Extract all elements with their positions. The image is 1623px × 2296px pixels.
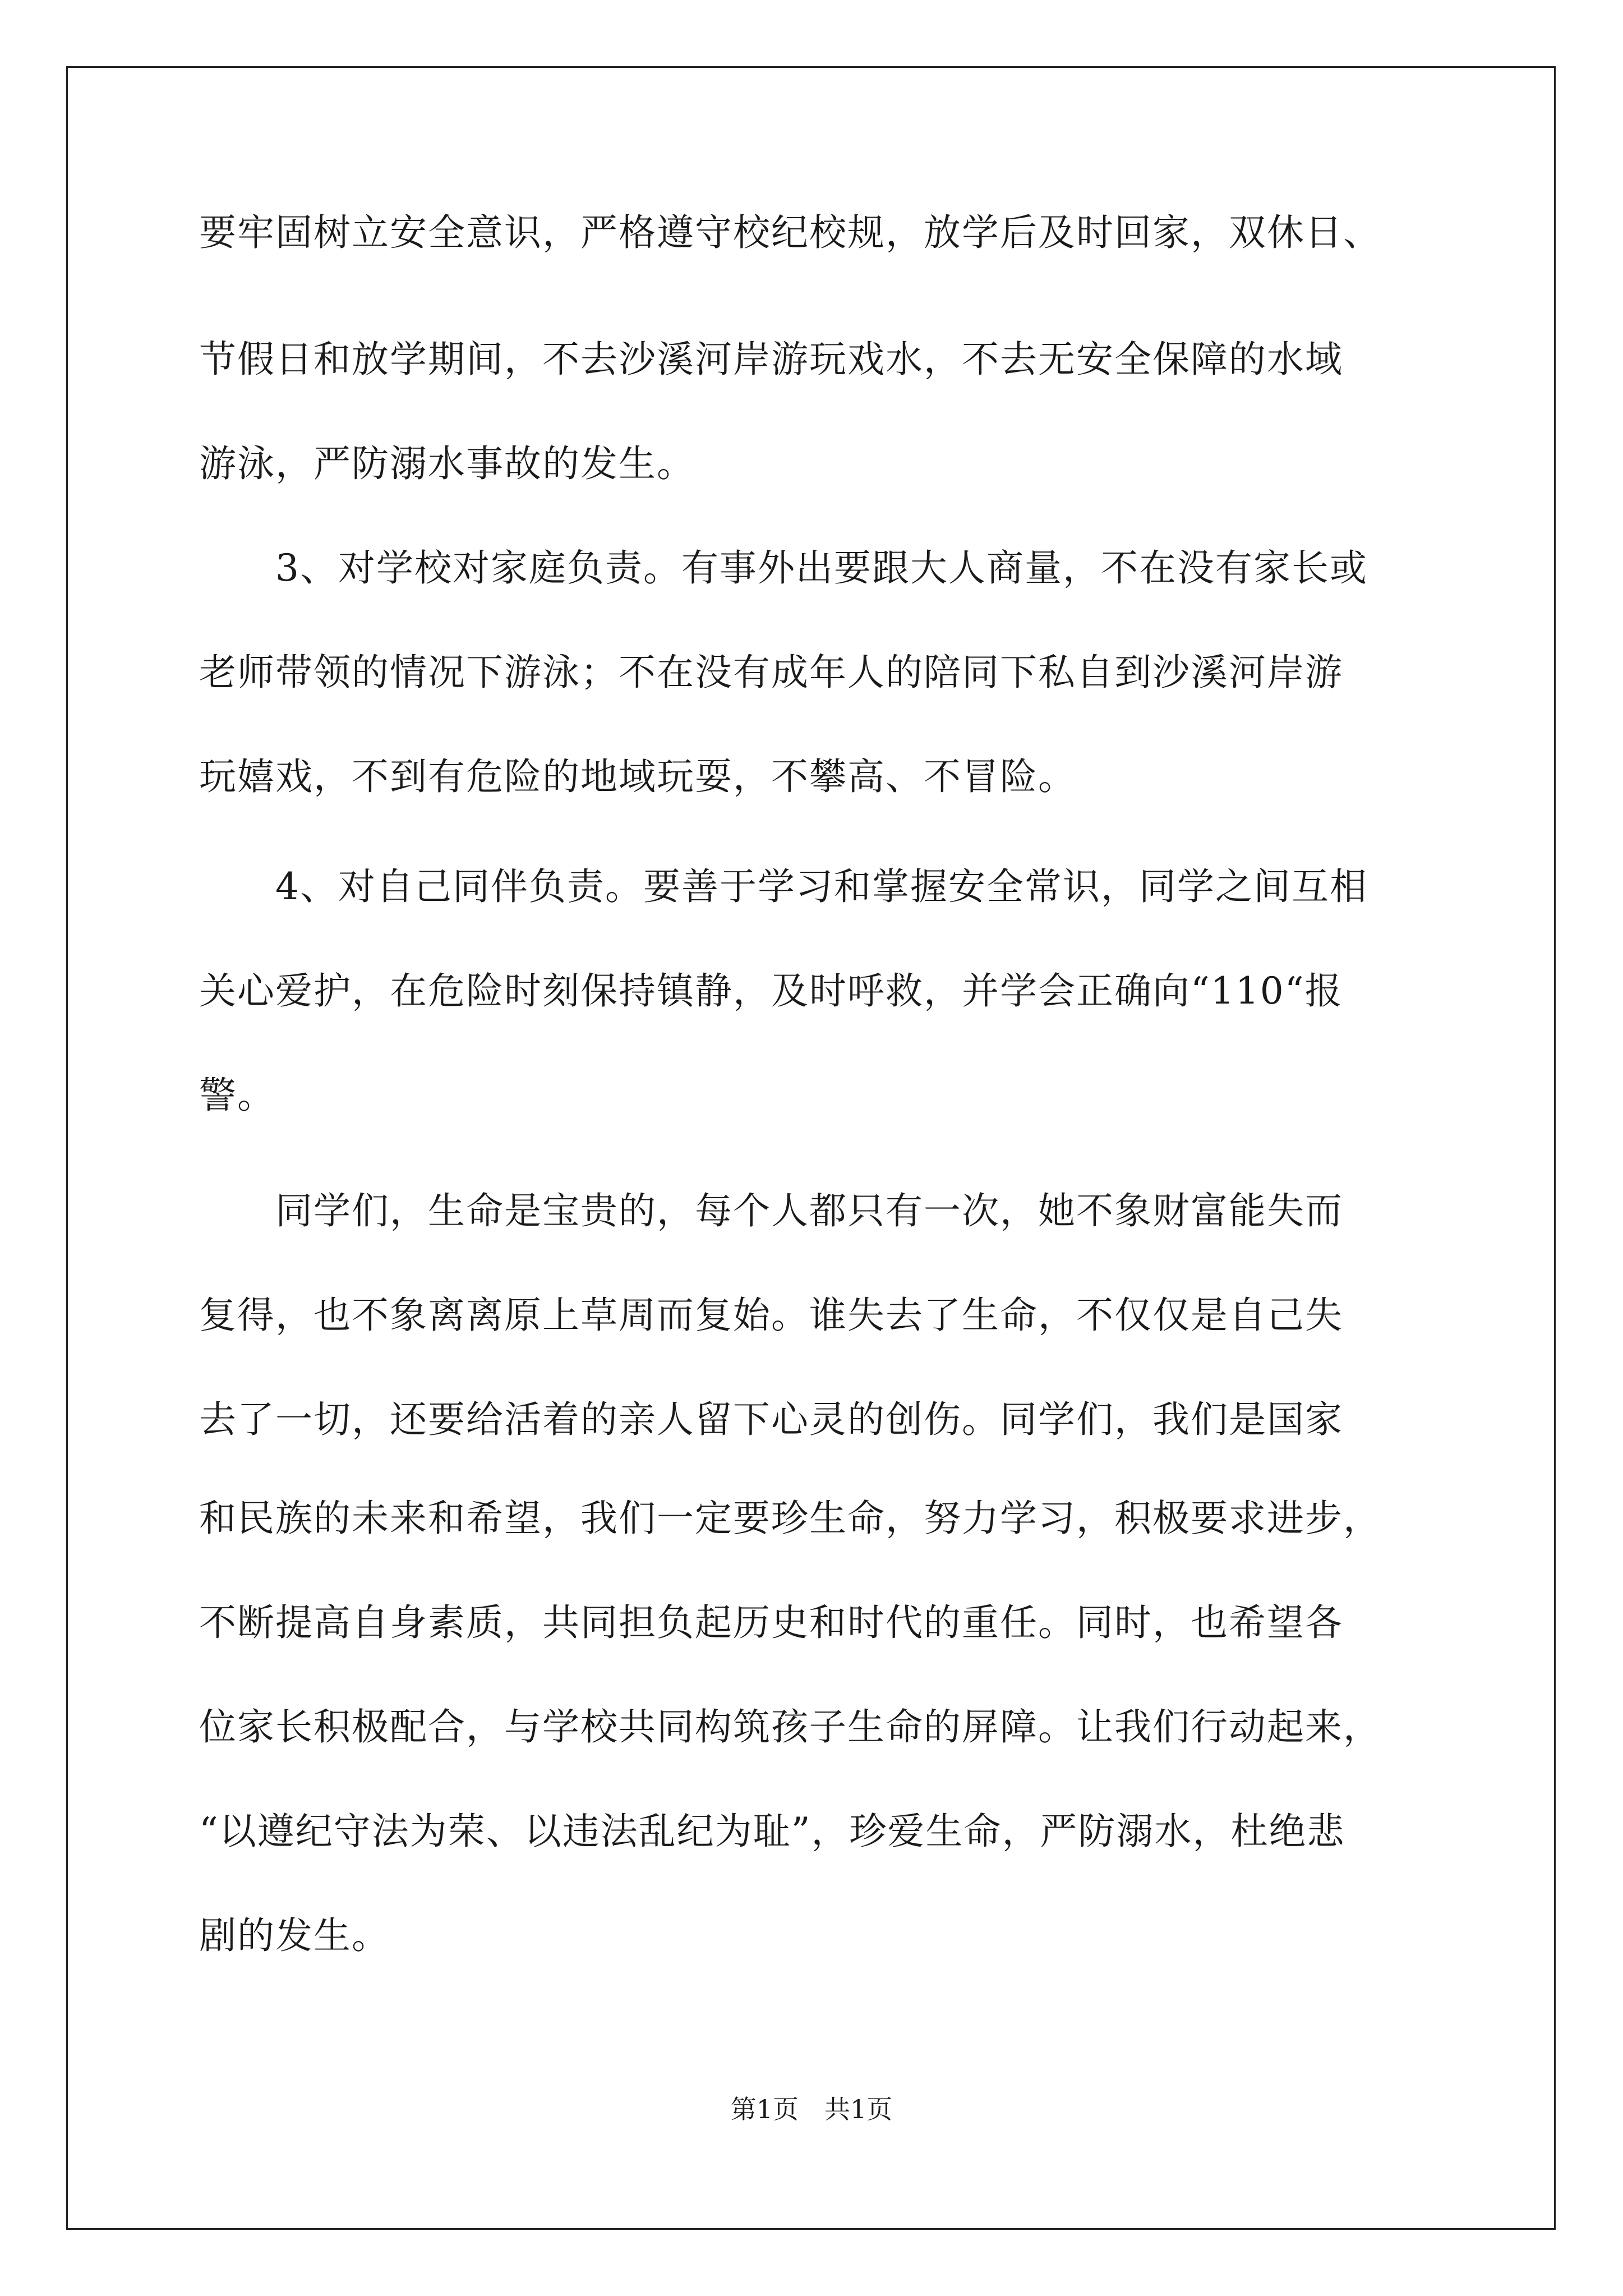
text-line: 复得，也不象离离原上草周而复始。谁失去了生命，不仅仅是自己失 — [199, 1294, 1343, 1337]
text-line: 节假日和放学期间，不去沙溪河岸游玩戏水，不去无安全保障的水域 — [199, 338, 1343, 381]
text-line: 要牢固树立安全意识，严格遵守校纪校规，放学后及时回家，双休日、 — [199, 211, 1381, 254]
page-border — [66, 66, 1556, 2230]
page-number-footer: 第1页 共1页 — [730, 2094, 893, 2124]
text-line: 和民族的未来和希望，我们一定要珍生命，努力学习，积极要求进步， — [199, 1497, 1381, 1540]
text-line: “以遵纪守法为荣、以违法乱纪为耻”，珍爱生命，严防溺水，杜绝悲 — [199, 1810, 1345, 1853]
text-line: 位家长积极配合，与学校共同构筑孩子生命的屏障。让我们行动起来， — [199, 1705, 1381, 1749]
text-line: 游泳，严防溺水事故的发生。 — [199, 442, 695, 485]
text-line: 玩嬉戏，不到有危险的地域玩耍，不攀高、不冒险。 — [199, 755, 1076, 798]
text-line: 4、对自己同伴负责。要善于学习和掌握安全常识，同学之间互相 — [199, 865, 1368, 908]
text-line: 关心爱护，在危险时刻保持镇静，及时呼救，并学会正确向“110“报 — [199, 969, 1343, 1013]
text-line: 去了一切，还要给活着的亲人留下心灵的创伤。同学们，我们是国家 — [199, 1398, 1343, 1441]
text-line: 警。 — [199, 1074, 275, 1117]
text-line: 3、对学校对家庭负责。有事外出要跟大人商量，不在没有家长或 — [199, 546, 1368, 590]
text-line: 老师带领的情况下游泳；不在没有成年人的陪同下私自到沙溪河岸游 — [199, 651, 1343, 694]
text-line: 剧的发生。 — [199, 1914, 390, 1957]
text-line: 同学们，生命是宝贵的，每个人都只有一次，她不象财富能失而 — [199, 1189, 1343, 1232]
text-line: 不断提高自身素质，共同担负起历史和时代的重任。同时，也希望各 — [199, 1601, 1343, 1644]
